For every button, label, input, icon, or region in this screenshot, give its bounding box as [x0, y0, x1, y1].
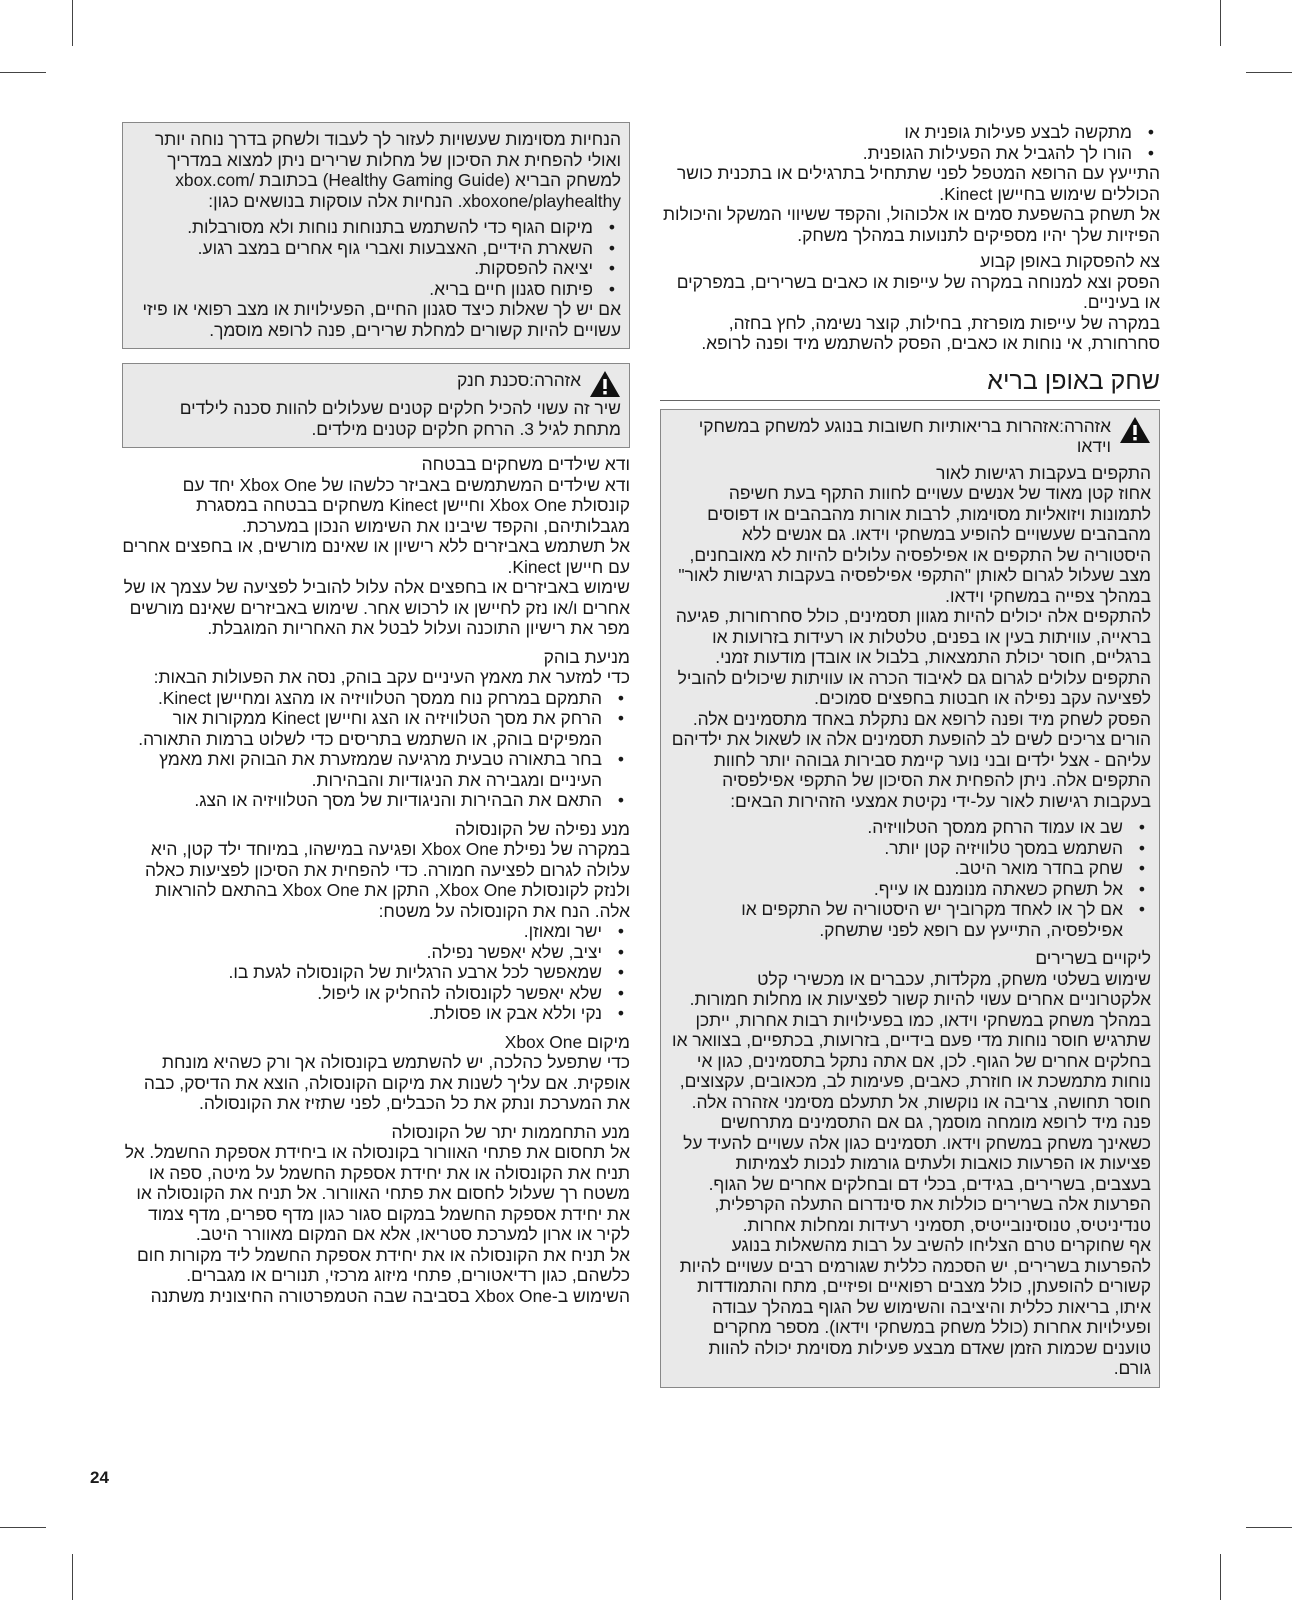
subheading: ודא שילדים משחקים בבטחה — [421, 454, 630, 474]
healthy-gaming-box — [122, 122, 630, 349]
paragraph: כדי שתפעל כהלכה, יש להשתמש בקונסולה אך ורק כשהיא מונחת אופקית. אם עליך לשנות את מיקום הקונסולה, הוצא את הדיסק, כבה את המערכת ונתק את כל הכבלים, לפני שתזיז את הקונסולה. — [143, 1052, 630, 1113]
warning-icon — [1119, 416, 1151, 444]
paragraph: במקרה של עייפות מופרזת, בחילות, קוצר נשימה, לחץ בחזה, סחרחורת, אי נוחות או כאבים, הפסק להשתמש מיד ופנה לרופא. — [701, 312, 1160, 353]
list-item: • בחר בתאורה טבעית מרגיעה שממזערת את הבוהק ואת מאמץ העיניים ומגבירה את הניגודיות והבהירות. — [122, 749, 630, 790]
list-item: • אם לך או לאחד מקרוביך יש היסטוריה של התקפים או אפילפסיה, התייעץ עם רופא לפני שתשחק. — [671, 899, 1151, 940]
paragraph: אל תחסום את פתחי האוורור בקונסולה או ביחידת אספקת החשמל. אל תניח את הקונסולה או את יחידת אספקת החשמל על מיטה, ספה או משטח רך שעלול לחסום את פתחי האוורור. אל תניח את הקונסולה או את יחידת אספקת החשמל במקום סגור כגון מדף ספרים, מדף צמוד לקיר או ארון למערכת סטריאו, אלא אם המקום מאוורר היטב. — [124, 1142, 630, 1244]
paragraph: שימוש בשלטי משחק, מקלדות, עכברים או מכשירי קלט אלקטרוניים אחרים עשוי להיות קשור לפציעות או מחלות חמורות. במהלך משחק במשחקי וידאו, כמו בפעילויות רבות אחרות, ייתכן שתרגיש חוסר נוחות מדי פעם בידיים, בזרועות, בכתפיים, בצוואר או בחלקים אחרים של הגוף. לכן, אם אתה נתקל בתסמינים, כגון אי נוחות מתמשכת או חוזרת, כאבים, פעימות לב, מכאובים, עקצוצים, חוסר תחושה, צריבה או נוקשות, אל תתעלם מסימני אזהרה אלה. פנה מיד לרופא מומחה מוסמך, גם אם התסמינים מתרחשים כשאינך משחק במשחק וידאו. תסמינים כגון אלה עשויים להעיד על פציעות או הפרעות כואבות ולעתים גורמות לנכות לצמיתות בעצבים, בשרירים, בגידים, בכלי דם ובחלקים אחרים של הגוף. הפרעות אלה בשרירים כוללות את סינדרום התעלה הקרפלית, טנדיניטיס, טנוסינובייטיס, תסמיני רעידות ומחלות אחרות. — [672, 968, 1151, 1235]
list-item: • השארת הידיים, האצבעות ואברי גוף אחרים במצב רגוע. — [133, 238, 621, 259]
list-item: • מתקשה לבצע פעילות גופנית או — [660, 122, 1160, 143]
paragraph: אל תניח את הקונסולה או את יחידת אספקת החשמל ליד מקורות חום כלשהם, כגון רדיאטורים, פתחי מיזוג מרכזי, תנורים או מגברים. — [137, 1244, 630, 1285]
crop-mark — [0, 72, 46, 73]
right-column — [660, 122, 1160, 1388]
paragraph: במקרה של נפילת Xbox One ופגיעה במישהו, במיוחד ילד קטן, היא עלולה לגרום לפציעה חמורה. כדי להפחית את הסיכון לפציעות כאלה ולנזק לקונסולת Xbox One, התקן את Xbox One בהתאם להוראות אלה. הנח את הקונסולה על משטח: — [145, 839, 630, 921]
subheading: ליקויים בשרירים — [1035, 948, 1151, 968]
health-warning-box — [660, 409, 1160, 1388]
precaution-list — [671, 817, 1151, 940]
paragraph: הפסק וצא למנוחה במקרה של עייפות או כאבים בשרירים, במפרקים או בעיניים. — [676, 271, 1160, 312]
guide-topics-list — [133, 217, 621, 299]
divider — [660, 400, 1160, 401]
surface-requirements-list — [122, 921, 630, 1024]
warning-header — [671, 416, 1151, 457]
list-item: • השתמש במסך טלוויזיה קטן יותר. — [671, 838, 1151, 859]
list-item: • יציב, שלא יאפשר נפילה. — [122, 942, 630, 963]
paragraph: צא להפסקות באופן קבוע — [980, 251, 1160, 271]
list-item: • אל תשחק כשאתה מנומנם או עייף. — [671, 879, 1151, 900]
list-item: • יציאה להפסקות. — [133, 258, 621, 279]
list-item: • שמאפשר לכל ארבע הרגליות של הקונסולה לגעת בו. — [122, 962, 630, 983]
paragraph: ודא שילדים המשתמשים באביזר כלשהו של Xbox One יחד עם קונסולת Xbox One וחיישן Kinect משחקים בבטחה במסגרת מגבלותיהם, והקפד שיבינו את השימוש הנכון במערכת. — [182, 474, 630, 536]
crop-mark — [0, 1527, 46, 1528]
list-item: • התמקם במרחק נוח ממסך הטלוויזיה או מהצג ומחיישן Kinect. — [122, 688, 630, 709]
section-heading: שחק באופן בריא — [987, 366, 1160, 395]
left-column — [122, 122, 630, 1306]
list-item: • נקי וללא אבק או פסולת. — [122, 1003, 630, 1024]
paragraph: אל תשחק בהשפעת סמים או אלכוהול, והקפד ששיווי המשקל והיכולות הפיזיות שלך יהיו מספיקים לתנועות במהלך משחק. — [662, 204, 1160, 245]
warning-title: אזהרה:אזהרות בריאותיות חשובות בנוגע למשחק במשחקי וידאו — [698, 415, 1111, 456]
subheading: מיקום Xbox One — [504, 1031, 630, 1052]
paragraph: שימוש באביזרים או בחפצים אלה עלול להוביל לפציעה של עצמך או של אחרים ו/או נזק לחיישן או לרכוש אחר. שימוש באביזרים שאינם מורשים מפר את רישיון התוכנה ועלול לבטל את האחריות המוגבלת. — [123, 577, 630, 638]
list-item: • שחק בחדר מואר היטב. — [671, 858, 1151, 879]
list-item: • התאם את הבהירות והניגודיות של מסך הטלוויזיה או הצג. — [122, 790, 630, 811]
list-item: • מיקום הגוף כדי להשתמש בתנוחות נוחות ולא מסורבלות. — [133, 217, 621, 238]
list-item: • שלא יאפשר לקונסולה להחליק או ליפול. — [122, 983, 630, 1004]
paragraph: להתקפים אלה יכולים להיות מגוון תסמינים, כולל סחרחורות, פגיעה בראייה, עוויתות בעין או בפנים, טלטלות או רעידות בזרועות או ברגליים, חוסר יכולת התמצאות, בלבול או אובדן מודעות זמני. התקפים עלולים לגרום גם לאיבוד הכרה או עוויתות שיכולים להוביל לפציעה עקב נפילה או חבטות בחפצים סמוכים. — [675, 606, 1151, 708]
crop-mark — [1220, 1554, 1221, 1600]
crop-mark — [72, 0, 73, 46]
paragraph: שיר זה עשוי להכיל חלקים קטנים שעלולים להוות סכנה לילדים מתחת לגיל 3. הרחק חלקים קטנים מילדים. — [179, 398, 621, 439]
paragraph: התייעץ עם הרופא המטפל לפני שתתחיל בתרגילים או בתכנית כושר הכוללים שימוש בחיישן Kinect. — [677, 163, 1160, 204]
warning-title: אזהרה:סכנת חנק — [457, 370, 581, 390]
glare-tips-list — [122, 688, 630, 811]
list-item: • ישר ומאוזן. — [122, 921, 630, 942]
crop-mark — [1246, 1527, 1292, 1528]
intro-bullet-list — [660, 122, 1160, 163]
paragraph: אל תשתמש באביזרים ללא רישיון או שאינם מורשים, או בחפצים אחרים עם חיישן Kinect. — [122, 536, 630, 577]
subheading: מניעת בוהק — [543, 646, 630, 667]
subheading: מנע התחממות יתר של הקונסולה — [391, 1121, 630, 1142]
paragraph: אחוז קטן מאוד של אנשים עשויים לחוות התקף בעת חשיפה לתמונות ויזואליות מסוימות, לרבות אורות מהבהבים או דפוסים מהבהבים שעשויים להופיע במשחקי וידאו. גם אנשים ללא היסטוריה של התקפים או אפילפסיה עלולים להיות לא מאובחנים, מצב שעלול לגרום לאותן "התקפי אפילפסיה בעקבות רגישות לאור" במהלך צפייה במשחקי וידאו. — [678, 483, 1151, 606]
warning-icon — [589, 370, 621, 398]
crop-mark — [1246, 72, 1292, 73]
paragraph: אף שחוקרים טרם הצליחו להשיב על רבות מהשאלות בנוגע להפרעות בשרירים, יש הסכמה כללית שגורמים רבים עשויים להיות קשורים להופעתן, כולל מצבים רפואיים ופיזיים, מתח והתמודדות איתו, בריאות כללית והיציבה והשימוש של הגוף במהלך עבודה ופעילויות אחרות (כולל משחק במשחקי וידאו). מספר מחקרים טוענים שכמות הזמן שאדם מבצע פעילות מסוימת יכולה להוות גורם. — [679, 1235, 1151, 1378]
subheading: התקפים בעקבות רגישות לאור — [936, 462, 1151, 483]
warning-header — [133, 370, 621, 398]
choking-hazard-box — [122, 363, 630, 448]
paragraph: השימוש ב-Xbox One בסביבה שבה הטמפרטורה החיצונית משתנה — [150, 1285, 630, 1306]
list-item: • הרחק את מסך הטלוויזיה או הצג וחיישן Kinect ממקורות אור המפיקים בוהק, או השתמש בתריסים כדי לשלוט ברמות התאורה. — [122, 708, 630, 749]
paragraph: אם יש לך שאלות כיצד סגנון החיים, הפעילויות או מצב רפואי או פיזי עשויים להיות קשורים למחלת שרירים, פנה לרופא מוסמך. — [142, 299, 621, 340]
page-number: 24 — [90, 1468, 109, 1487]
paragraph: הנחיות מסוימות שעשויות לעזור לך לעבוד ולשחק בדרך נוחה יותר ואולי להפחית את הסיכון של מחלות שרירים ניתן למצוא במדריך למשחק הבריא (Healthy Gaming Guide) בכתובת /xbox.com xboxone/playhealthy. הנחיות אלה עוסקות בנושאים כגון: — [155, 129, 621, 211]
subheading: מנע נפילה של הקונסולה — [454, 818, 630, 839]
crop-mark — [1220, 0, 1221, 46]
list-item: • שב או עמוד הרחק ממסך הטלוויזיה. — [671, 817, 1151, 838]
paragraph: כדי למזער את מאמץ העיניים עקב בוהק, נסה את הפעולות הבאות: — [153, 667, 630, 687]
paragraph: הפסק לשחק מיד ופנה לרופא אם נתקלת באחד מתסמינים אלה. הורים צריכים לשים לב להופעת תסמינים אלה או לשאול את ילדיהם עליהם - אצל ילדים ובני נוער קיימת סבירות גבוהה יותר לחוות התקפים אלה. ניתן להפחית את הסיכון של התקפי אפילפסיה בעקבות רגישות לאור על-ידי נקיטת אמצעי הזהירות הבאים: — [671, 708, 1151, 811]
list-item: • הורו לך להגביל את הפעילות הגופנית. — [660, 143, 1160, 164]
list-item: • פיתוח סגנון חיים בריא. — [133, 279, 621, 300]
crop-mark — [72, 1554, 73, 1600]
